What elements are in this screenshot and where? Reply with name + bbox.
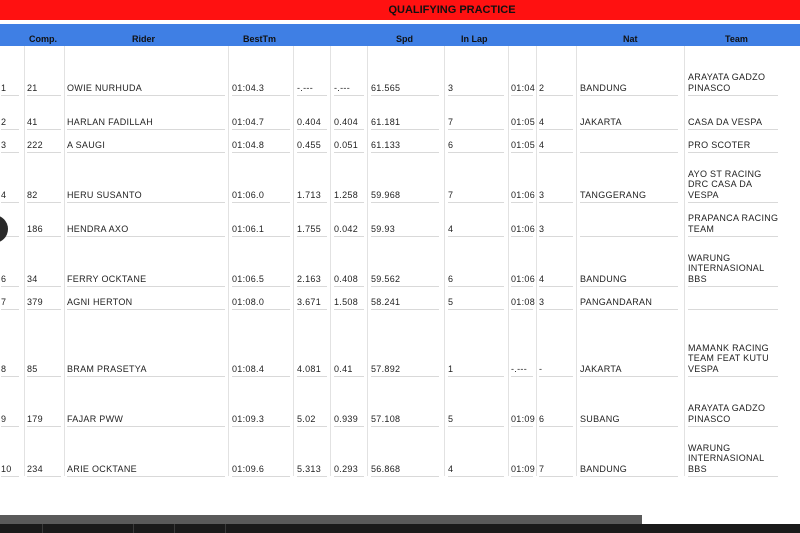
laps-cell: 4 [539,273,545,284]
gap-previous-cell: 0.939 [334,413,359,424]
speed-cell: 61.133 [371,139,401,150]
speed-cell: 58.241 [371,296,401,307]
in-lap-cell: 4 [448,463,454,474]
table-row[interactable] [0,153,800,203]
best-time-cell: 01:09.3 [232,413,265,424]
taskbar-segment[interactable] [175,524,226,533]
best-time-cell: 01:04.3 [232,82,265,93]
taskbar-segment[interactable] [0,524,43,533]
row-divider [232,476,290,477]
laps-cell: 7 [539,463,545,474]
lap-time-cell: 01:06 [511,273,535,284]
team-cell: PRAPANCA RACING TEAM [688,213,779,234]
rider-name-cell: HENDRA AXO [67,223,129,234]
table-row[interactable] [0,203,800,237]
gap-first-cell: 0.404 [297,116,322,127]
best-time-cell: 01:06.0 [232,189,265,200]
in-lap-cell: 6 [448,273,454,284]
team-cell: PRO SCOTER [688,139,751,150]
gap-first-cell: 1.755 [297,223,322,234]
best-time-cell: 01:04.7 [232,116,265,127]
gap-previous-cell: 0.293 [334,463,359,474]
team-cell: MAMANK RACING TEAM FEAT KUTU VESPA [688,342,769,374]
comp-number-cell: 179 [27,413,43,424]
nat-cell: JAKARTA [580,116,622,127]
comp-number-cell: 85 [27,363,38,374]
team-cell: AYO ST RACING DRC CASA DA VESPA [688,168,762,200]
comp-number-cell: 41 [27,116,38,127]
table-row[interactable] [0,287,800,310]
speed-cell: 59.93 [371,223,396,234]
laps-cell: 4 [539,116,545,127]
horizontal-scrollbar[interactable] [0,515,642,524]
lap-time-cell: -.--- [511,363,527,374]
rider-name-cell: HERU SUSANTO [67,189,142,200]
comp-number-cell: 21 [27,82,38,93]
gap-first-cell: 4.081 [297,363,322,374]
position-cell: 8 [1,363,7,374]
rider-name-cell: ARIE OCKTANE [67,463,137,474]
in-lap-cell: 1 [448,363,454,374]
in-lap-cell: 7 [448,116,454,127]
speed-cell: 57.108 [371,413,401,424]
speed-cell: 59.968 [371,189,401,200]
column-header-bar [0,24,800,46]
table-row[interactable] [0,377,800,427]
in-lap-cell: 5 [448,413,454,424]
rider-name-cell: HARLAN FADILLAH [67,116,154,127]
row-divider [448,476,504,477]
column-header-nat[interactable]: Nat [623,34,638,44]
team-cell: ARAYATA GADZO PINASCO [688,403,766,424]
laps-cell: 3 [539,296,545,307]
comp-number-cell: 222 [27,139,43,150]
lap-time-cell: 01:05 [511,139,535,150]
lap-time-cell: 01:04 [511,82,535,93]
comp-number-cell: 234 [27,463,43,474]
gap-first-cell: 3.671 [297,296,322,307]
rider-name-cell: FERRY OCKTANE [67,273,147,284]
speed-cell: 57.892 [371,363,401,374]
lap-time-cell: 01:06 [511,223,535,234]
laps-cell: 2 [539,82,545,93]
page-title: QUALIFYING PRACTICE [388,4,516,16]
rider-name-cell: OWIE NURHUDA [67,82,143,93]
lap-time-cell: 01:06 [511,189,535,200]
position-cell: 7 [1,296,7,307]
gap-first-cell: 2.163 [297,273,322,284]
in-lap-cell: 4 [448,223,454,234]
gap-previous-cell: 1.258 [334,189,359,200]
gap-first-cell: 0.455 [297,139,322,150]
column-header-rider[interactable]: Rider [132,34,156,44]
row-divider [297,476,327,477]
gap-previous-cell: 0.41 [334,363,353,374]
row-divider [511,476,533,477]
nat-cell: JAKARTA [580,363,622,374]
best-time-cell: 01:08.4 [232,363,265,374]
position-cell: 9 [1,413,7,424]
table-row[interactable] [0,310,800,377]
title-bar [0,0,800,20]
laps-cell: 4 [539,139,545,150]
comp-number-cell: 379 [27,296,43,307]
column-header-best-time[interactable]: BestTm [243,34,277,44]
gap-previous-cell: 0.408 [334,273,359,284]
comp-number-cell: 186 [27,223,43,234]
row-divider [580,476,678,477]
team-cell: WARUNG INTERNASIONAL BBS [688,442,765,474]
nat-cell: PANGANDARAN [580,296,653,307]
best-time-cell: 01:09.6 [232,463,265,474]
nat-cell: SUBANG [580,413,620,424]
in-lap-cell: 7 [448,189,454,200]
gap-first-cell: 1.713 [297,189,322,200]
table-row[interactable] [0,237,800,287]
comp-number-cell: 34 [27,273,38,284]
gap-first-cell: 5.02 [297,413,316,424]
in-lap-cell: 6 [448,139,454,150]
position-cell: 1 [1,82,7,93]
position-cell: 2 [1,116,7,127]
comp-number-cell: 82 [27,189,38,200]
column-header-speed[interactable]: Spd [396,34,413,44]
best-time-cell: 01:08.0 [232,296,265,307]
column-header-in-lap[interactable]: In Lap [461,34,488,44]
laps-cell: 6 [539,413,545,424]
nat-cell: BANDUNG [580,273,628,284]
gap-previous-cell: 0.042 [334,223,359,234]
speed-cell: 59.562 [371,273,401,284]
row-divider [334,476,364,477]
lap-time-cell: 01:09 [511,463,535,474]
gap-first-cell: -.--- [297,82,313,93]
nat-cell: BANDUNG [580,463,628,474]
row-divider [371,476,439,477]
row-divider [27,476,61,477]
table-row[interactable] [0,427,800,477]
lap-time-cell: 01:08 [511,296,535,307]
nat-cell: BANDUNG [580,82,628,93]
lap-time-cell: 01:09 [511,413,535,424]
rider-name-cell: FAJAR PWW [67,413,124,424]
best-time-cell: 01:06.1 [232,223,265,234]
gap-first-cell: 5.313 [297,463,322,474]
position-cell: 10 [1,463,12,474]
laps-cell: 3 [539,223,545,234]
speed-cell: 61.181 [371,116,401,127]
laps-cell: - [539,363,543,374]
position-cell: 3 [1,139,7,150]
rider-name-cell: A SAUGI [67,139,106,150]
row-divider [67,476,225,477]
table-row[interactable] [0,130,800,153]
rider-name-cell: AGNI HERTON [67,296,133,307]
gap-previous-cell: 1.508 [334,296,359,307]
position-cell: 6 [1,273,7,284]
rider-name-cell: BRAM PRASETYA [67,363,147,374]
gap-previous-cell: -.--- [334,82,350,93]
best-time-cell: 01:04.8 [232,139,265,150]
team-cell: CASA DA VESPA [688,116,763,127]
in-lap-cell: 3 [448,82,454,93]
in-lap-cell: 5 [448,296,454,307]
speed-cell: 61.565 [371,82,401,93]
taskbar-segment[interactable] [134,524,175,533]
taskbar-segment[interactable] [43,524,134,533]
gap-previous-cell: 0.051 [334,139,359,150]
gap-previous-cell: 0.404 [334,116,359,127]
table-row[interactable] [0,46,800,96]
row-divider [539,476,573,477]
row-divider [688,476,778,477]
lap-time-cell: 01:05 [511,116,535,127]
column-header-comp[interactable]: Comp. [29,34,57,44]
team-cell: ARAYATA GADZO PINASCO [688,72,766,93]
bottom-taskbar [0,524,800,533]
row-divider [1,476,19,477]
speed-cell: 56.868 [371,463,401,474]
position-cell: 4 [1,189,7,200]
column-header-team[interactable]: Team [725,34,748,44]
team-cell: WARUNG INTERNASIONAL BBS [688,252,765,284]
nat-cell: TANGGERANG [580,189,647,200]
table-row[interactable] [0,96,800,130]
laps-cell: 3 [539,189,545,200]
best-time-cell: 01:06.5 [232,273,265,284]
